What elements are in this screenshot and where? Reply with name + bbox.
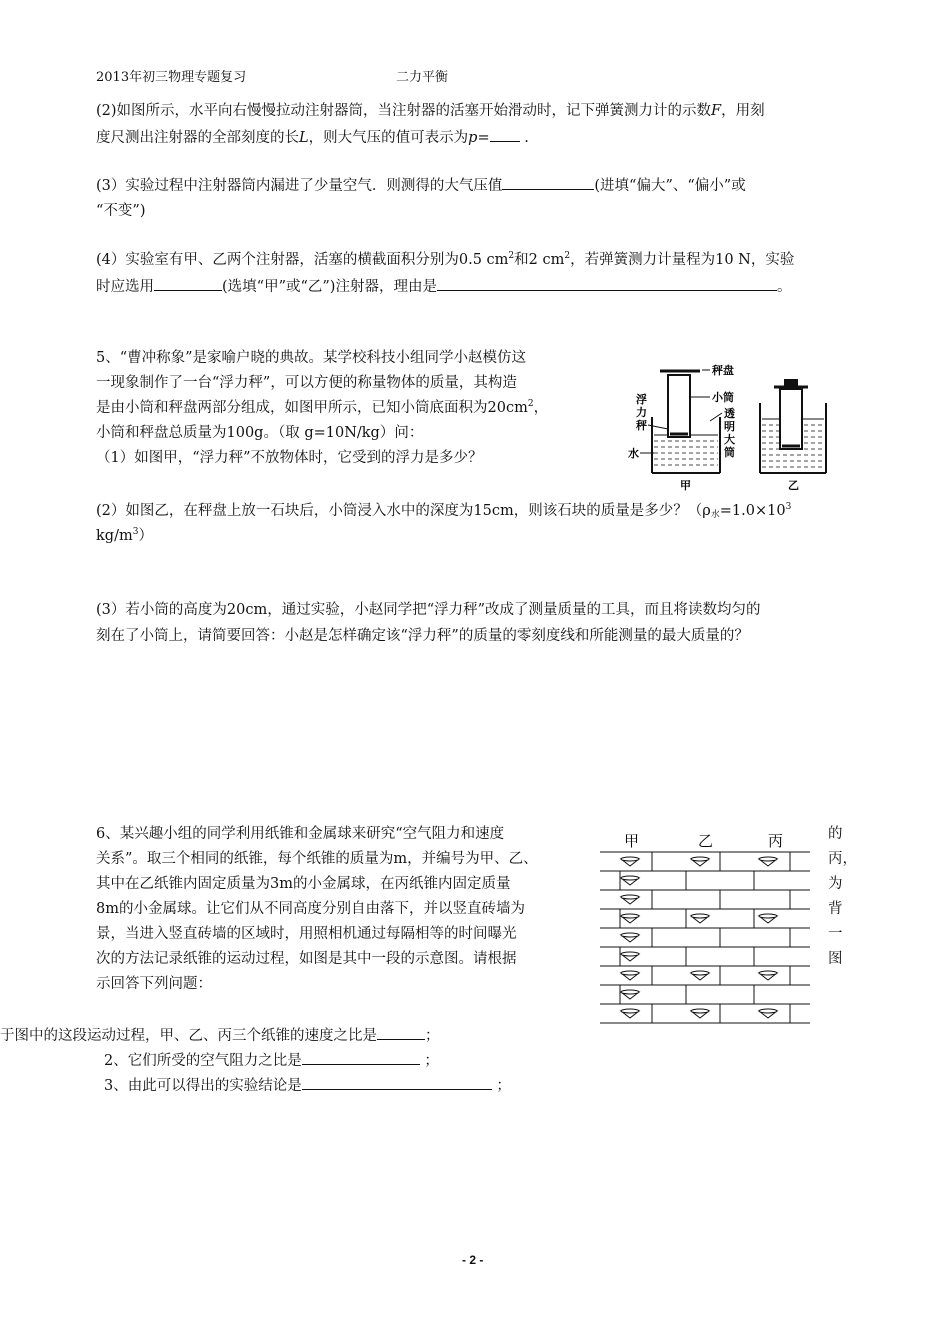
paper-cone-icon (621, 933, 639, 942)
subscript: 水 (710, 510, 720, 520)
paper-cone-icon (691, 1009, 709, 1018)
q6-line4: 8m的小金属球。让它们从不同高度分别自由落下，并以竖直砖墙为 (96, 901, 525, 917)
q5-p3-line1: (3）若小筒的高度为20cm，通过实验，小赵同学把“浮力秤”改成了测量质量的工具，而且将读数均匀的 (96, 602, 761, 618)
paper-cone-icon (759, 857, 777, 866)
answer-blank-syringe[interactable] (154, 276, 222, 291)
q5-line3-text: 是由小筒和秤盘两部分组成，如图甲所示，已知小筒底面积为20cm (96, 400, 528, 416)
answer-blank-drag-ratio[interactable] (302, 1050, 420, 1065)
paper-cone-icon (621, 990, 639, 999)
q5-p2-line1 (96, 501, 791, 521)
q6-line3: 其中在乙纸锥内固定质量为3m的小金属球，在丙纸锥内固定质量 (96, 876, 511, 892)
q4-p2-line2b-text: ，则大气压的值可表示为 (308, 130, 469, 146)
answer-blank-pressure[interactable] (490, 127, 520, 142)
floating-scale-figure (620, 355, 850, 495)
paper-cone-icon (691, 971, 709, 980)
superscript: 2 (564, 251, 571, 261)
paper-cone-icon (759, 971, 777, 980)
tube-jia (660, 371, 700, 437)
paper-cone-icon (621, 895, 639, 904)
q6-line4-right: 背 (828, 901, 843, 917)
answer-blank-conclusion[interactable] (302, 1075, 492, 1090)
label-fu: 浮 (636, 393, 647, 406)
label-yi: 乙 (698, 832, 714, 850)
paper-cone-icon (691, 914, 709, 923)
paper-cone-icon (621, 914, 639, 923)
q6-line3-right: 为 (828, 876, 843, 892)
label-cheng: 秤 (636, 419, 647, 432)
var-F: F (711, 103, 722, 119)
q6-line1: 6、某兴趣小组的同学利用纸锥和金属球来研究“空气阻力和速度 (96, 826, 505, 842)
period: . (519, 130, 529, 146)
answer-blank-leak[interactable] (502, 175, 594, 190)
label-tou: 透 (724, 407, 735, 420)
label-yi: 乙 (788, 479, 799, 492)
comma: ， (533, 400, 549, 416)
paper-cone-icon (759, 1009, 777, 1018)
q6-answer1-text: 于图中的这段运动过程，甲、乙、丙三个纸锥的速度之比是 (0, 1028, 377, 1044)
q4-p4-text-d: 时应选用 (96, 279, 154, 295)
var-p: p (468, 130, 478, 146)
q6-line2-right: 丙， (828, 851, 857, 867)
q6-line2: 关系”。取三个相同的纸锥，每个纸锥的质量为m，并编号为甲、乙、 (96, 851, 538, 867)
q6-line7: 示回答下列问题： (96, 976, 212, 992)
var-L: L (299, 130, 309, 146)
q5-line5: （1）如图甲，“浮力秤”不放物体时，它受到的浮力是多少？ (96, 450, 483, 466)
paper-cone-icon (621, 876, 639, 885)
stone-icon (784, 379, 798, 387)
q4-p4-text-b: 和2 cm (514, 252, 565, 268)
label-da: 大 (724, 433, 735, 446)
paper-cone-icon (621, 952, 639, 961)
q4-p4-line1 (96, 250, 794, 270)
paper-cone-icon (691, 857, 709, 866)
q6-line1-right: 的 (828, 826, 843, 842)
q6-line6: 次的方法记录纸锥的运动过程，如图是其中一段的示意图。请根据 (96, 951, 517, 967)
q5-p3-line2: 刻在了小筒上，请简要回答：小赵是怎样确定该“浮力秤”的质量的零刻度线和所能测量的最大质量的？ (96, 628, 749, 644)
q4-p2-line2-text: 度尺测出注射器的全部刻度的长 (96, 130, 299, 146)
paper-cone-icon (759, 914, 777, 923)
page-number: - 2 - (462, 1253, 484, 1267)
paper-cone-icon (621, 857, 639, 866)
semicolon: ； (419, 1053, 439, 1069)
q4-p3-line1 (96, 175, 746, 196)
q4-p4-text-end: 。 (776, 279, 792, 295)
q4-p4-text-c: ，若弹簧测力计量程为10 N，实验 (570, 252, 795, 268)
q6-line5: 景，当进入竖直砖墙的区域时，用照相机通过每隔相等的时间曝光 (96, 926, 517, 942)
paren: ） (138, 528, 153, 544)
q5-p2-text: (2）如图乙，在秤盘上放一石块后，小筒浸入水中的深度为15cm，则该石块的质量是多少？（ρ (96, 503, 711, 519)
q4-p4-text-a: (4）实验室有甲、乙两个注射器，活塞的横截面积分别为0.5 cm (96, 252, 509, 268)
q6-answer3 (104, 1075, 511, 1096)
unit-text: kg/m (96, 528, 133, 544)
q4-p3-text: (3）实验过程中注射器筒内漏进了少量空气．则测得的大气压值 (96, 178, 503, 194)
q4-p4-line2 (96, 276, 791, 297)
equals-sign: = (477, 130, 490, 146)
superscript: 3 (132, 527, 139, 537)
q4-p3-text-end: (进填“偏大”、“偏小”或 (594, 178, 746, 194)
tube-yi (774, 379, 808, 449)
answer-blank-speed-ratio[interactable] (377, 1025, 425, 1040)
label-jia: 甲 (680, 479, 691, 492)
label-tong: 筒 (724, 446, 735, 459)
q5-p2-text-b: =1.0×10 (719, 503, 786, 519)
q5-line2: 一现象制作了一台“浮力秤”，可以方便的称量物体的质量，其构造 (96, 375, 517, 391)
semicolon: ； (425, 1028, 440, 1044)
q6-line5-right: 一 (828, 926, 843, 942)
q4-p2-line1 (96, 101, 765, 121)
semicolon: ； (491, 1078, 511, 1094)
superscript: 3 (785, 502, 792, 512)
q6-answer2 (104, 1050, 439, 1071)
label-tube: 小筒 (712, 391, 734, 404)
q5-line4: 小筒和秤盘总质量为100g。（取 g=10N/kg）问： (96, 425, 424, 441)
q4-p3-line2: “不变”) (96, 203, 146, 219)
q5-line3 (96, 398, 548, 418)
label-water: 水 (628, 447, 639, 460)
superscript: 2 (527, 399, 534, 409)
q4-p2-text: (2)如图所示，水平向右慢慢拉动注射器筒，当注射器的活塞开始滑动时，记下弹簧测力计的示数 (96, 103, 712, 119)
header-left: 2013年初三物理专题复习 (96, 70, 247, 85)
label-li: 力 (636, 406, 647, 419)
paper-cone-icon (621, 971, 639, 980)
answer-blank-reason[interactable] (437, 276, 777, 291)
q4-p2-text-end: ，用刻 (721, 103, 765, 119)
label-ming: 明 (724, 420, 735, 433)
label-pan: 秤盘 (712, 364, 734, 377)
q6-line6-right: 图 (828, 951, 843, 967)
q5-line1: 5、“曹冲称象”是家喻户晓的典故。某学校科技小组同学小赵模仿这 (96, 350, 527, 366)
q4-p4-text-e: (选填“甲”或“乙”)注射器，理由是 (222, 279, 437, 295)
paper-cone-icon (621, 1009, 639, 1018)
label-jia: 甲 (624, 832, 640, 850)
label-bing: 丙 (768, 832, 784, 850)
q4-p2-line2 (96, 127, 529, 148)
superscript: 2 (508, 251, 515, 261)
header-right: 二力平衡 (396, 70, 449, 85)
brick-wall-figure (596, 828, 816, 1034)
q6-answer2-text: 2、它们所受的空气阻力之比是 (104, 1053, 302, 1069)
q6-answer1 (0, 1025, 440, 1046)
q6-answer3-text: 3、由此可以得出的实验结论是 (104, 1078, 302, 1094)
q5-p2-line2 (96, 526, 153, 546)
